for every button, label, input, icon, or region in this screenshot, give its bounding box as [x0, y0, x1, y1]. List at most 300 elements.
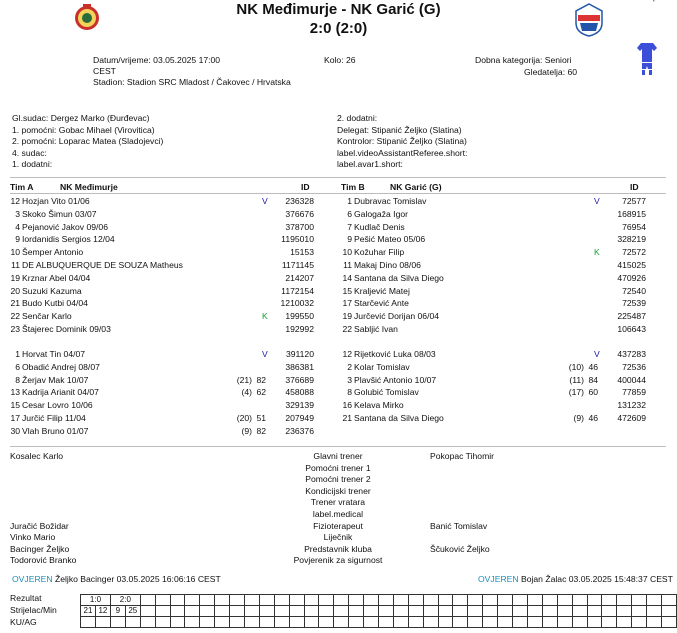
results-table — [80, 594, 677, 628]
staff-role: Glavni trener — [313, 451, 363, 461]
staff-member-a: Kosalec Karlo — [10, 451, 64, 461]
results-cell — [557, 606, 572, 617]
sub-replaced: (10) — [568, 361, 584, 372]
player-name: Santana da Silva Diego — [354, 272, 444, 283]
team-b-label: Tim B — [341, 182, 365, 192]
results-cell — [319, 595, 334, 606]
player-number: 6 — [347, 208, 352, 219]
results-cell — [408, 606, 423, 617]
player-id: 386381 — [285, 361, 314, 372]
results-cell — [215, 606, 230, 617]
verified-text: Bojan Žalac 03.05.2025 15:48:37 CEST — [520, 574, 673, 584]
player-name: Jurčić Filip 11/04 — [22, 413, 86, 423]
results-cell — [438, 617, 453, 628]
official-line: Gl.sudac: Dergez Marko (Đurđevac) — [12, 113, 150, 123]
player-id: 472609 — [617, 413, 646, 423]
results-cell — [617, 606, 632, 617]
player-number: 19 — [342, 311, 352, 322]
player-name: Kelava Mirko — [354, 400, 404, 411]
player-number: 7 — [347, 221, 352, 232]
results-cell: 1:0 — [81, 595, 111, 606]
results-cell — [230, 595, 245, 606]
results-cell — [185, 595, 200, 606]
player-row — [4, 272, 324, 284]
player-id: 1195010 — [281, 234, 314, 245]
results-cell — [81, 617, 96, 628]
results-cell — [259, 595, 274, 606]
staff-member-a: Vinko Mario — [10, 532, 56, 543]
results-cell — [617, 595, 632, 606]
player-id: 1172154 — [281, 285, 314, 296]
results-cell — [274, 606, 289, 617]
player-row — [336, 412, 656, 424]
results-cell — [349, 606, 364, 617]
player-id: 72577 — [622, 196, 646, 206]
staff-role: Pomoćni trener 2 — [305, 474, 371, 485]
divider — [10, 177, 666, 178]
player-name: Budo Kutbi 04/04 — [22, 298, 88, 309]
player-row — [336, 310, 656, 322]
results-cell — [572, 595, 587, 606]
results-cell — [200, 606, 215, 617]
player-row — [4, 399, 324, 411]
player-row — [336, 233, 656, 245]
results-cell — [632, 617, 647, 628]
kit-icon — [636, 42, 658, 76]
results-cell — [542, 595, 557, 606]
verified-left — [12, 574, 221, 584]
player-name: Pejanović Jakov 09/06 — [22, 221, 108, 232]
sub-replaced: (17) — [568, 387, 584, 398]
player-number: 8 — [347, 387, 352, 398]
player-id: 400044 — [617, 374, 646, 385]
player-row — [4, 412, 324, 424]
results-cell — [632, 606, 647, 617]
player-id: 72572 — [622, 247, 646, 258]
staff-role: Kondicijski trener — [305, 485, 371, 496]
player-number: 12 — [10, 196, 20, 206]
player-number: 30 — [10, 425, 20, 436]
player-name: Santana da Silva Diego — [354, 413, 444, 423]
player-name: Kudlač Denis — [354, 221, 405, 232]
player-id: 72539 — [622, 298, 646, 309]
player-id: 207949 — [285, 413, 314, 423]
results-cell — [215, 595, 230, 606]
sub-minute: 82 — [256, 374, 266, 385]
scorers-label: Strijelac/Min — [10, 605, 57, 615]
player-row — [336, 297, 656, 309]
results-cell — [110, 617, 125, 628]
player-row — [4, 323, 324, 335]
results-cell — [259, 617, 274, 628]
player-name: Vlah Bruno 01/07 — [22, 425, 89, 436]
results-cell — [185, 617, 200, 628]
player-name: Žerjav Mak 10/07 — [22, 374, 89, 385]
results-cell — [334, 595, 349, 606]
player-name: Jurčević Dorijan 06/04 — [354, 311, 440, 322]
staff-member-b: Ščuković Željko — [430, 543, 490, 554]
goalkeeper-mark: V — [262, 349, 268, 359]
player-id: 1171145 — [281, 260, 314, 270]
results-cell — [349, 617, 364, 628]
player-name: Suzuki Kazuma — [22, 285, 82, 296]
results-cell: 2:0 — [110, 595, 140, 606]
results-cell — [647, 606, 662, 617]
results-row — [81, 606, 677, 617]
player-number: 8 — [15, 374, 20, 385]
staff-member-b: Banić Tomislav — [430, 520, 488, 531]
player-name: Senčar Karlo — [22, 311, 72, 322]
verified-text: Željko Bacinger 03.05.2025 16:06:16 CEST — [54, 574, 221, 584]
results-cell — [319, 606, 334, 617]
results-cell — [542, 617, 557, 628]
player-name: Cesar Lovro 10/06 — [22, 400, 93, 411]
player-number: 13 — [10, 387, 20, 398]
results-cell — [423, 606, 438, 617]
results-cell — [289, 617, 304, 628]
player-row — [4, 386, 324, 398]
player-id: 415025 — [617, 260, 646, 270]
match-stadium: Stadion: Stadion SRC Mladost / Čakovec / Hrvatska — [93, 77, 291, 87]
player-id: 168915 — [617, 208, 646, 219]
player-row — [4, 246, 324, 258]
results-cell — [155, 606, 170, 617]
player-id: 76954 — [622, 221, 646, 232]
goalkeeper-mark: V — [262, 196, 268, 206]
player-row — [4, 374, 324, 386]
results-cell — [155, 617, 170, 628]
results-cell: 9 — [110, 606, 125, 617]
results-cell — [647, 595, 662, 606]
results-cell — [468, 595, 483, 606]
results-cell — [304, 617, 319, 628]
player-name: Iordanidis Sergios 12/04 — [22, 234, 115, 245]
player-name: Kadrija Arianit 04/07 — [22, 387, 99, 398]
results-cell — [453, 595, 468, 606]
official-line: 1. pomoćni: Gobac Mihael (Virovitica) — [12, 124, 155, 135]
player-number: 15 — [10, 400, 20, 411]
team-a-id-header: ID — [301, 182, 310, 192]
player-id: 236376 — [285, 425, 314, 436]
match-category: Dobna kategorija: Seniori — [475, 55, 572, 65]
results-cell — [453, 606, 468, 617]
results-cell — [364, 606, 379, 617]
results-cell — [170, 617, 185, 628]
sub-minute: 60 — [588, 387, 598, 398]
results-cell — [661, 617, 676, 628]
captain-mark: K — [262, 311, 268, 322]
player-row — [4, 259, 324, 271]
player-id: 15153 — [290, 247, 314, 258]
results-cell — [274, 617, 289, 628]
player-row — [336, 221, 656, 233]
results-cell: 25 — [125, 606, 140, 617]
player-name: Golubić Tomislav — [354, 387, 419, 398]
results-cell — [602, 595, 617, 606]
official-line: 2. dodatni: — [337, 113, 378, 123]
results-cell — [379, 617, 394, 628]
player-name: Starčević Ante — [354, 298, 409, 309]
player-row — [4, 361, 324, 373]
match-round: Kolo: 26 — [324, 55, 356, 65]
player-name: Krznar Abel 04/04 — [22, 272, 91, 283]
verified-right — [478, 574, 673, 584]
results-cell — [661, 606, 676, 617]
player-row — [4, 310, 324, 322]
divider — [10, 446, 666, 447]
goalkeeper-mark: V — [594, 349, 600, 359]
player-id: 391120 — [285, 349, 314, 359]
player-number: 6 — [15, 361, 20, 372]
player-number: 3 — [347, 374, 352, 385]
results-cell — [483, 606, 498, 617]
player-number: 15 — [342, 285, 352, 296]
results-cell — [215, 617, 230, 628]
captain-mark: K — [594, 247, 600, 258]
team-b-name: NK Garić (G) — [390, 182, 442, 192]
results-cell — [200, 617, 215, 628]
player-id: 437283 — [617, 349, 646, 359]
sub-minute: 46 — [588, 361, 598, 372]
player-name: Plavšić Antonio 10/07 — [354, 374, 437, 385]
player-row — [4, 285, 324, 297]
player-row — [4, 297, 324, 309]
match-timezone: CEST — [93, 66, 116, 76]
results-cell — [602, 606, 617, 617]
divider — [10, 193, 666, 194]
results-cell — [379, 595, 394, 606]
player-name: DE ALBUQUERQUE DE SOUZA Matheus — [22, 260, 183, 270]
results-cell — [438, 595, 453, 606]
results-cell — [334, 617, 349, 628]
player-number: 23 — [10, 324, 20, 334]
player-row — [336, 272, 656, 284]
player-id: 131232 — [617, 400, 646, 411]
player-id: 225487 — [617, 311, 646, 322]
results-cell — [647, 617, 662, 628]
player-number: 16 — [342, 400, 352, 411]
player-name: Rijetković Luka 08/03 — [354, 349, 436, 359]
player-row — [4, 221, 324, 233]
goalkeeper-mark: V — [594, 196, 600, 206]
results-cell — [245, 617, 260, 628]
match-score: 2:0 (2:0) — [309, 20, 368, 37]
player-number: 22 — [342, 324, 352, 334]
player-id: 329139 — [285, 400, 314, 411]
results-cell — [170, 606, 185, 617]
results-cell — [304, 606, 319, 617]
player-row — [336, 195, 656, 207]
sub-minute: 62 — [256, 387, 266, 398]
results-cell — [632, 595, 647, 606]
player-number: 19 — [10, 272, 20, 283]
official-line: Delegat: Stipanić Željko (Slatina) — [337, 124, 462, 135]
results-cell — [230, 617, 245, 628]
player-name: Obadić Andrej 08/07 — [22, 361, 100, 372]
results-cell — [438, 606, 453, 617]
results-cell — [587, 617, 602, 628]
results-cell — [125, 617, 140, 628]
results-cell — [408, 595, 423, 606]
results-cell — [245, 595, 260, 606]
player-row — [4, 233, 324, 245]
player-id: 376676 — [285, 208, 314, 219]
player-row — [4, 195, 324, 207]
player-row — [336, 361, 656, 373]
player-name: Dubravac Tomislav — [354, 196, 427, 206]
staff-member-a: Bacinger Željko — [10, 543, 70, 554]
results-cell — [468, 617, 483, 628]
results-cell — [393, 606, 408, 617]
player-row — [336, 374, 656, 386]
results-cell — [140, 606, 155, 617]
player-id: 72540 — [622, 285, 646, 296]
player-row — [336, 348, 656, 360]
sub-minute: 46 — [588, 413, 598, 423]
results-cell — [572, 606, 587, 617]
player-id: 1210032 — [280, 298, 314, 309]
results-cell — [602, 617, 617, 628]
player-number: 11 — [11, 260, 20, 270]
player-id: 236328 — [285, 196, 314, 206]
player-id: 77859 — [622, 387, 646, 398]
player-id: 192992 — [285, 324, 314, 334]
results-cell — [542, 606, 557, 617]
results-cell — [557, 617, 572, 628]
player-row — [336, 386, 656, 398]
official-line: 4. sudac: — [12, 147, 47, 158]
staff-member-b: Pokopac Tihomir — [430, 451, 495, 461]
player-id: 199550 — [285, 311, 314, 322]
results-cell — [513, 617, 528, 628]
player-number: 1 — [347, 196, 352, 206]
player-name: Skoko Šimun 03/07 — [22, 208, 97, 219]
player-row — [4, 348, 324, 360]
verified-tag: OVJEREN — [12, 574, 53, 584]
results-cell — [259, 606, 274, 617]
results-cell — [393, 595, 408, 606]
match-datetime: Datum/vrijeme: 03.05.2025 17:00 — [93, 55, 221, 65]
results-cell — [364, 595, 379, 606]
results-cell — [423, 617, 438, 628]
player-number: 14 — [342, 272, 352, 283]
sub-minute: 84 — [588, 374, 598, 385]
results-cell — [140, 617, 155, 628]
official-line: 1. dodatni: — [12, 159, 53, 169]
results-cell — [155, 595, 170, 606]
results-cell — [661, 595, 676, 606]
results-cell — [245, 606, 260, 617]
official-line: label.videoAssistantReferee.short: — [337, 147, 468, 158]
staff-role: Povjerenik za sigurnost — [293, 555, 383, 566]
player-number: 10 — [342, 247, 352, 258]
results-cell — [453, 617, 468, 628]
player-name: Horvat Tin 04/07 — [22, 349, 86, 359]
player-name: Sabljić Ivan — [354, 324, 398, 334]
results-cell — [304, 595, 319, 606]
match-spectators: Gledatelja: 60 — [524, 67, 578, 77]
results-cell — [364, 617, 379, 628]
official-line: Kontrolor: Stipanić Željko (Slatina) — [337, 136, 467, 146]
player-row — [4, 425, 324, 437]
verified-tag: OVJEREN — [478, 574, 519, 584]
page-marker: ' — [653, 0, 655, 8]
results-cell — [527, 595, 542, 606]
player-number: 20 — [10, 285, 20, 296]
player-name: Kožuhar Filip — [354, 247, 405, 258]
results-cell — [468, 606, 483, 617]
results-cell — [617, 617, 632, 628]
results-cell: 21 — [81, 606, 96, 617]
results-cell — [483, 595, 498, 606]
results-cell — [349, 595, 364, 606]
official-line: 2. pomoćni: Loparac Matea (Sladojevci) — [12, 136, 164, 146]
results-cell — [423, 595, 438, 606]
results-cell — [230, 606, 245, 617]
team-a-name: NK Međimurje — [60, 182, 118, 192]
results-cell — [587, 606, 602, 617]
results-cell — [393, 617, 408, 628]
player-id: 378700 — [285, 221, 314, 232]
player-row — [336, 246, 656, 258]
results-cell — [408, 617, 423, 628]
player-row — [336, 208, 656, 220]
player-number: 9 — [15, 234, 20, 245]
player-name: Kraljević Matej — [354, 285, 410, 296]
results-cell — [557, 595, 572, 606]
results-cell — [527, 617, 542, 628]
results-cell — [498, 595, 513, 606]
staff-role: Predstavnik kluba — [304, 543, 372, 554]
staff-member-a: Todorović Branko — [10, 555, 77, 566]
official-line: label.avar1.short: — [337, 159, 403, 169]
results-cell — [95, 617, 110, 628]
sub-minute: 82 — [256, 425, 266, 436]
player-id: 328219 — [617, 234, 646, 245]
results-cell — [289, 606, 304, 617]
results-cell — [170, 595, 185, 606]
player-number: 2 — [347, 361, 352, 372]
player-number: 21 — [10, 298, 20, 309]
player-name: Galogaža Igor — [354, 208, 408, 219]
player-number: 12 — [342, 349, 352, 359]
results-cell — [289, 595, 304, 606]
player-row — [336, 399, 656, 411]
results-cell — [483, 617, 498, 628]
player-row — [336, 259, 656, 271]
results-cell — [379, 606, 394, 617]
sub-replaced: (21) — [236, 374, 252, 385]
player-name: Makaj Dino 08/06 — [354, 260, 421, 270]
staff-role: Pomoćni trener 1 — [305, 462, 371, 473]
results-cell — [513, 606, 528, 617]
sub-replaced: (20) — [236, 413, 252, 423]
sub-minute: 51 — [256, 413, 266, 423]
player-number: 17 — [10, 413, 20, 423]
player-id: 106643 — [617, 324, 646, 334]
player-number: 1 — [15, 349, 20, 359]
results-row — [81, 595, 677, 606]
player-number: 21 — [342, 413, 352, 423]
staff-role: Liječnik — [323, 532, 353, 543]
results-cell — [498, 617, 513, 628]
sub-replaced: (11) — [569, 374, 584, 385]
results-cell — [498, 606, 513, 617]
player-number: 11 — [343, 260, 352, 270]
results-cell — [587, 595, 602, 606]
player-number: 3 — [15, 208, 20, 219]
results-cell — [319, 617, 334, 628]
